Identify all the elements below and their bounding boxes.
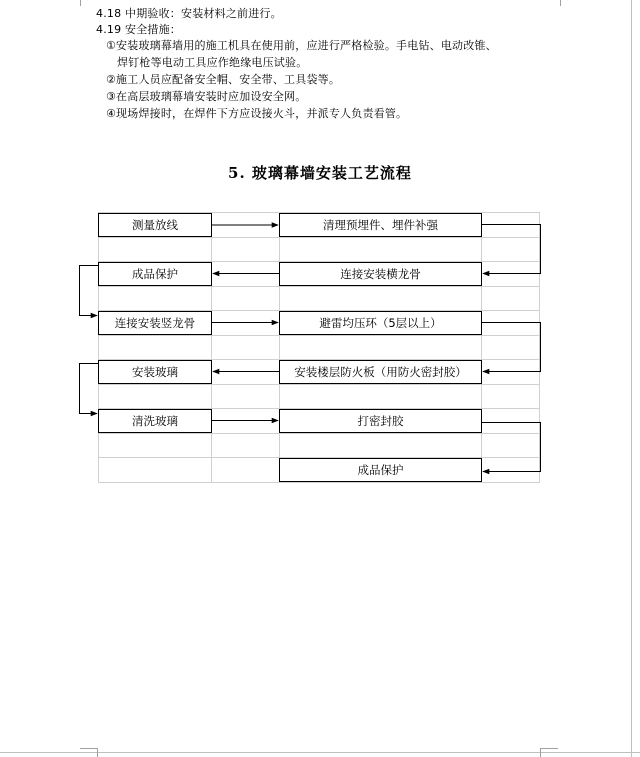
flow-step-apply-sealant: 打密封胶 (279, 409, 482, 433)
text-line-safety-1-cont: 焊钉枪等电动工具应作绝缘电压试验。 (117, 56, 308, 69)
text-line-4-18: 4.18 中期验收：安装材料之前进行。 (96, 7, 282, 20)
flow-step-product-protection-2: 成品保护 (279, 458, 482, 482)
text-line-safety-2: ②施工人员应配备安全帽、安全带、工具袋等。 (106, 73, 341, 86)
flow-step-clean-embedded-parts: 清理预埋件、埋件补强 (279, 213, 482, 237)
flow-step-install-mullion: 连接安装竖龙骨 (98, 311, 212, 335)
flow-step-clean-glass: 清洗玻璃 (98, 409, 212, 433)
text-line-safety-4: ④现场焊接时，在焊件下方应设接火斗，并派专人负责看管。 (106, 107, 408, 120)
section-title: 5. 玻璃幕墙安装工艺流程 (228, 164, 412, 182)
flow-step-lightning-ring: 避雷均压环（5层以上） (279, 311, 482, 335)
flow-step-fire-board: 安装楼层防火板（用防火密封胶） (279, 360, 482, 384)
flow-step-survey-layout: 测量放线 (98, 213, 212, 237)
text-line-safety-1: ①安装玻璃幕墙用的施工机具在使用前，应进行严格检验。手电钻、电动改锥、 (106, 39, 497, 52)
flow-step-product-protection-1: 成品保护 (98, 262, 212, 286)
flow-step-install-glass: 安装玻璃 (98, 360, 212, 384)
flow-step-install-transom: 连接安装横龙骨 (279, 262, 482, 286)
table-grid (98, 212, 540, 483)
text-line-4-19: 4.19 安全措施： (96, 23, 181, 36)
text-line-safety-3: ③在高层玻璃幕墙安装时应加设安全网。 (106, 90, 307, 103)
